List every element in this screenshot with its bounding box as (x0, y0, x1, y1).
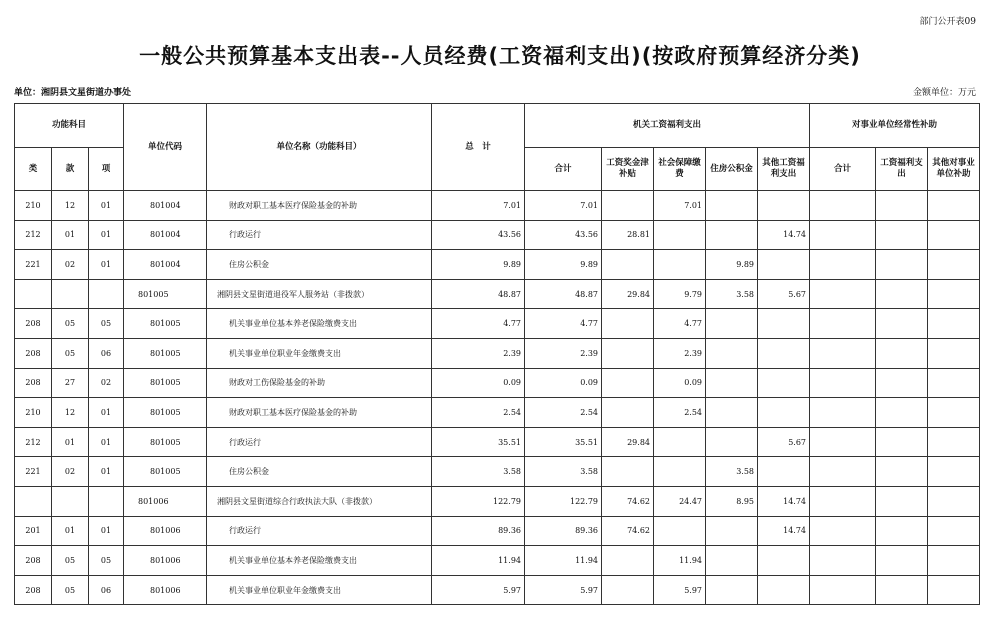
table-row (15, 427, 980, 457)
cell-salary-other (758, 398, 810, 428)
cell-unit-code: 801005 (124, 338, 207, 368)
cell-salary-total: 0.09 (525, 368, 602, 398)
cell-salary-housing: 8.95 (706, 486, 758, 516)
cell-salary-housing (706, 191, 758, 221)
cell-kuan: 27 (52, 368, 89, 398)
cell-lei: 208 (15, 338, 52, 368)
cell-xiang: 01 (89, 398, 124, 428)
header-unit-code: 单位代码 (124, 104, 207, 191)
cell-unit-code: 801004 (124, 191, 207, 221)
cell-total: 9.89 (432, 250, 525, 280)
cell-total: 2.39 (432, 338, 525, 368)
cell-salary-bonus (602, 457, 654, 487)
cell-salary-total: 48.87 (525, 279, 602, 309)
cell-subsidy-salary (876, 546, 928, 576)
cell-lei: 208 (15, 575, 52, 605)
cell-lei (15, 279, 52, 309)
table-body (15, 191, 980, 605)
cell-subsidy-total (810, 516, 876, 546)
cell-unit-name: 行政运行 (207, 516, 432, 546)
header-unit-name: 单位名称（功能科目） (207, 104, 432, 191)
cell-salary-other: 14.74 (758, 516, 810, 546)
table-row (15, 250, 980, 280)
cell-unit-code: 801004 (124, 220, 207, 250)
cell-unit-name: 机关事业单位职业年金缴费支出 (207, 575, 432, 605)
cell-unit-name: 财政对职工基本医疗保险基金的补助 (207, 191, 432, 221)
cell-lei: 221 (15, 250, 52, 280)
cell-salary-other: 14.74 (758, 486, 810, 516)
cell-salary-other (758, 575, 810, 605)
cell-subsidy-other (928, 575, 980, 605)
cell-salary-bonus: 29.84 (602, 427, 654, 457)
cell-salary-total: 35.51 (525, 427, 602, 457)
cell-xiang: 01 (89, 457, 124, 487)
header-salary-housing: 住房公积金 (706, 148, 758, 191)
cell-unit-name: 行政运行 (207, 220, 432, 250)
cell-subsidy-salary (876, 191, 928, 221)
cell-xiang (89, 486, 124, 516)
cell-lei: 221 (15, 457, 52, 487)
table-row (15, 191, 980, 221)
cell-subsidy-total (810, 368, 876, 398)
cell-unit-code: 801005 (124, 398, 207, 428)
header-salary-social: 社会保障缴费 (654, 148, 706, 191)
cell-kuan (52, 486, 89, 516)
cell-salary-total: 89.36 (525, 516, 602, 546)
table-row (15, 546, 980, 576)
page-title: 一般公共预算基本支出表--人员经费(工资福利支出)(按政府预算经济分类) (139, 44, 861, 68)
cell-subsidy-total (810, 427, 876, 457)
table-row (15, 575, 980, 605)
cell-subsidy-salary (876, 427, 928, 457)
table-row (15, 457, 980, 487)
cell-salary-social: 9.79 (654, 279, 706, 309)
cell-salary-bonus (602, 398, 654, 428)
cell-subsidy-other (928, 250, 980, 280)
cell-salary-housing (706, 427, 758, 457)
cell-unit-name: 住房公积金 (207, 250, 432, 280)
amount-unit-label: 金额单位：万元 (912, 88, 976, 98)
cell-subsidy-other (928, 398, 980, 428)
cell-lei: 212 (15, 220, 52, 250)
cell-subsidy-total (810, 279, 876, 309)
cell-unit-name: 财政对职工基本医疗保险基金的补助 (207, 398, 432, 428)
table-row (15, 309, 980, 339)
cell-salary-total: 5.97 (525, 575, 602, 605)
cell-kuan: 01 (52, 516, 89, 546)
cell-xiang: 05 (89, 546, 124, 576)
cell-xiang: 02 (89, 368, 124, 398)
cell-salary-bonus (602, 191, 654, 221)
cell-salary-social: 11.94 (654, 546, 706, 576)
cell-total: 35.51 (432, 427, 525, 457)
cell-kuan: 02 (52, 250, 89, 280)
cell-unit-name: 湘阴县文星街道退役军人服务站（非拨款） (207, 279, 432, 309)
cell-lei: 201 (15, 516, 52, 546)
cell-lei: 210 (15, 191, 52, 221)
header-xiang: 项 (89, 148, 124, 191)
cell-subsidy-salary (876, 220, 928, 250)
cell-unit-name: 行政运行 (207, 427, 432, 457)
cell-total: 11.94 (432, 546, 525, 576)
cell-subsidy-salary (876, 457, 928, 487)
cell-unit-code: 801005 (124, 457, 207, 487)
cell-lei (15, 486, 52, 516)
cell-salary-bonus (602, 546, 654, 576)
cell-unit-name: 机关事业单位基本养老保险缴费支出 (207, 546, 432, 576)
header-group-salary: 机关工资福利支出 (525, 104, 810, 148)
cell-subsidy-total (810, 546, 876, 576)
cell-lei: 212 (15, 427, 52, 457)
cell-subsidy-salary (876, 398, 928, 428)
cell-xiang: 06 (89, 338, 124, 368)
cell-lei: 210 (15, 398, 52, 428)
header-group-subsidy: 对事业单位经常性补助 (810, 104, 980, 148)
cell-subsidy-other (928, 486, 980, 516)
cell-total: 0.09 (432, 368, 525, 398)
cell-subsidy-other (928, 457, 980, 487)
cell-salary-total: 9.89 (525, 250, 602, 280)
cell-unit-code: 801005 (124, 427, 207, 457)
cell-subsidy-salary (876, 368, 928, 398)
cell-subsidy-salary (876, 279, 928, 309)
cell-subsidy-salary (876, 309, 928, 339)
cell-salary-housing: 3.58 (706, 457, 758, 487)
header-kuan: 款 (52, 148, 89, 191)
cell-salary-other (758, 338, 810, 368)
cell-salary-social: 7.01 (654, 191, 706, 221)
cell-salary-social (654, 427, 706, 457)
cell-xiang: 05 (89, 309, 124, 339)
cell-salary-housing: 3.58 (706, 279, 758, 309)
cell-salary-total: 2.54 (525, 398, 602, 428)
cell-subsidy-total (810, 398, 876, 428)
cell-subsidy-salary (876, 338, 928, 368)
table-row (15, 368, 980, 398)
cell-salary-other (758, 368, 810, 398)
cell-unit-name: 住房公积金 (207, 457, 432, 487)
cell-kuan: 12 (52, 398, 89, 428)
cell-salary-total: 7.01 (525, 191, 602, 221)
table-row (15, 486, 980, 516)
cell-salary-total: 4.77 (525, 309, 602, 339)
cell-total: 3.58 (432, 457, 525, 487)
cell-salary-social (654, 457, 706, 487)
cell-kuan: 02 (52, 457, 89, 487)
cell-subsidy-salary (876, 516, 928, 546)
cell-salary-total: 122.79 (525, 486, 602, 516)
cell-xiang: 01 (89, 250, 124, 280)
cell-total: 89.36 (432, 516, 525, 546)
table-row (15, 516, 980, 546)
cell-subsidy-other (928, 516, 980, 546)
cell-xiang: 01 (89, 220, 124, 250)
budget-table (14, 103, 980, 605)
cell-unit-code: 801006 (124, 486, 207, 516)
cell-salary-other: 5.67 (758, 279, 810, 309)
cell-subsidy-other (928, 368, 980, 398)
unit-label: 单位：湘阴县文星街道办事处 (14, 88, 132, 98)
cell-kuan: 05 (52, 309, 89, 339)
cell-salary-social (654, 250, 706, 280)
cell-subsidy-other (928, 220, 980, 250)
cell-unit-code: 801006 (124, 575, 207, 605)
cell-subsidy-other (928, 191, 980, 221)
cell-kuan: 05 (52, 338, 89, 368)
cell-unit-name: 财政对工伤保险基金的补助 (207, 368, 432, 398)
cell-lei: 208 (15, 546, 52, 576)
cell-kuan: 01 (52, 427, 89, 457)
table-row (15, 220, 980, 250)
cell-salary-bonus: 74.62 (602, 486, 654, 516)
cell-salary-other (758, 191, 810, 221)
cell-subsidy-total (810, 309, 876, 339)
cell-subsidy-other (928, 546, 980, 576)
cell-total: 7.01 (432, 191, 525, 221)
header-func-subject: 功能科目 (15, 104, 124, 148)
cell-salary-housing (706, 220, 758, 250)
cell-subsidy-salary (876, 250, 928, 280)
cell-total: 2.54 (432, 398, 525, 428)
cell-unit-name: 机关事业单位基本养老保险缴费支出 (207, 309, 432, 339)
header-salary-total: 合计 (525, 148, 602, 191)
cell-subsidy-other (928, 309, 980, 339)
cell-salary-social: 2.39 (654, 338, 706, 368)
cell-salary-bonus (602, 368, 654, 398)
cell-salary-social: 2.54 (654, 398, 706, 428)
cell-salary-total: 11.94 (525, 546, 602, 576)
cell-salary-other (758, 457, 810, 487)
header-salary-other: 其他工资福利支出 (758, 148, 810, 191)
cell-kuan: 01 (52, 220, 89, 250)
cell-total: 5.97 (432, 575, 525, 605)
cell-subsidy-total (810, 338, 876, 368)
cell-subsidy-total (810, 220, 876, 250)
cell-salary-social (654, 220, 706, 250)
cell-kuan: 05 (52, 575, 89, 605)
cell-salary-housing (706, 338, 758, 368)
cell-subsidy-salary (876, 575, 928, 605)
cell-salary-housing (706, 309, 758, 339)
cell-xiang: 01 (89, 516, 124, 546)
cell-salary-bonus: 28.81 (602, 220, 654, 250)
cell-subsidy-other (928, 279, 980, 309)
cell-salary-other (758, 546, 810, 576)
cell-unit-code: 801005 (124, 368, 207, 398)
cell-total: 43.56 (432, 220, 525, 250)
cell-subsidy-total (810, 250, 876, 280)
cell-salary-bonus: 74.62 (602, 516, 654, 546)
cell-kuan: 12 (52, 191, 89, 221)
cell-salary-bonus (602, 250, 654, 280)
cell-xiang (89, 279, 124, 309)
cell-total: 48.87 (432, 279, 525, 309)
cell-unit-name: 湘阴县文星街道综合行政执法大队（非拨款） (207, 486, 432, 516)
header-subsidy-total: 合计 (810, 148, 876, 191)
cell-salary-social: 0.09 (654, 368, 706, 398)
cell-lei: 208 (15, 309, 52, 339)
cell-salary-social: 4.77 (654, 309, 706, 339)
cell-lei: 208 (15, 368, 52, 398)
cell-salary-other (758, 250, 810, 280)
cell-salary-bonus: 29.84 (602, 279, 654, 309)
cell-subsidy-total (810, 457, 876, 487)
cell-subsidy-total (810, 575, 876, 605)
cell-salary-housing (706, 575, 758, 605)
cell-salary-bonus (602, 575, 654, 605)
cell-salary-bonus (602, 338, 654, 368)
cell-salary-housing (706, 516, 758, 546)
cell-subsidy-other (928, 427, 980, 457)
cell-xiang: 06 (89, 575, 124, 605)
header-lei: 类 (15, 148, 52, 191)
table-row (15, 338, 980, 368)
cell-unit-code: 801005 (124, 309, 207, 339)
table-row (15, 279, 980, 309)
cell-subsidy-total (810, 486, 876, 516)
cell-subsidy-other (928, 338, 980, 368)
cell-salary-housing: 9.89 (706, 250, 758, 280)
cell-salary-other: 5.67 (758, 427, 810, 457)
cell-salary-total: 43.56 (525, 220, 602, 250)
cell-salary-other: 14.74 (758, 220, 810, 250)
cell-salary-housing (706, 368, 758, 398)
cell-salary-social: 24.47 (654, 486, 706, 516)
cell-xiang: 01 (89, 427, 124, 457)
table-row (15, 398, 980, 428)
header-subsidy-other: 其他对事业单位补助 (928, 148, 980, 191)
cell-salary-total: 3.58 (525, 457, 602, 487)
cell-salary-social: 5.97 (654, 575, 706, 605)
header-total: 总 计 (432, 104, 525, 191)
cell-unit-code: 801006 (124, 546, 207, 576)
table-number-label: 部门公开表09 (919, 17, 976, 27)
cell-total: 4.77 (432, 309, 525, 339)
cell-salary-other (758, 309, 810, 339)
cell-salary-housing (706, 546, 758, 576)
cell-salary-housing (706, 398, 758, 428)
cell-salary-total: 2.39 (525, 338, 602, 368)
cell-unit-code: 801005 (124, 279, 207, 309)
cell-unit-name: 机关事业单位职业年金缴费支出 (207, 338, 432, 368)
header-salary-bonus: 工资奖金津补贴 (602, 148, 654, 191)
cell-unit-code: 801006 (124, 516, 207, 546)
cell-subsidy-salary (876, 486, 928, 516)
cell-subsidy-total (810, 191, 876, 221)
header-subsidy-salary: 工资福利支出 (876, 148, 928, 191)
cell-kuan (52, 279, 89, 309)
cell-salary-social (654, 516, 706, 546)
cell-xiang: 01 (89, 191, 124, 221)
cell-unit-code: 801004 (124, 250, 207, 280)
cell-total: 122.79 (432, 486, 525, 516)
cell-kuan: 05 (52, 546, 89, 576)
cell-salary-bonus (602, 309, 654, 339)
